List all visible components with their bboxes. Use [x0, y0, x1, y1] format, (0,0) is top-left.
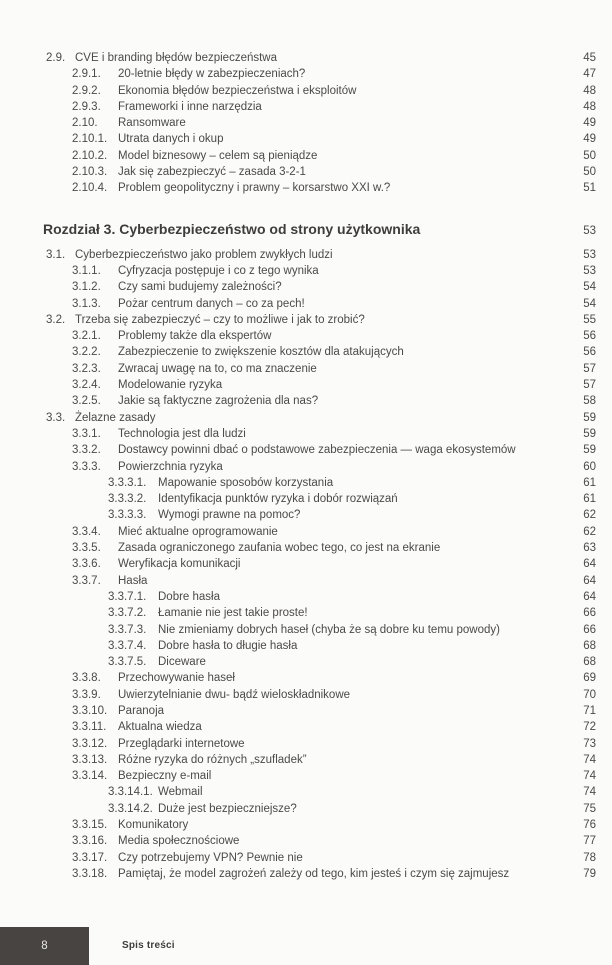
toc-entry — [0, 180, 596, 196]
entry-page: 68 — [583, 656, 596, 669]
entry-number: 3.3.3.1. — [108, 476, 147, 489]
entry-number: 3.3.18. — [72, 867, 108, 880]
entry-page: 74 — [583, 786, 596, 799]
entry-page: 48 — [583, 100, 596, 113]
entry-number: 3.3.8. — [72, 672, 101, 685]
toc-entry — [0, 410, 596, 426]
toc-entry — [0, 263, 596, 279]
toc-entry — [0, 361, 596, 377]
entry-title: Czy potrzebujemy VPN? Pewnie nie — [118, 851, 303, 864]
toc-entry — [0, 703, 596, 719]
entry-title: CVE i branding błędów bezpieczeństwa — [75, 52, 278, 64]
entry-title: Łamanie nie jest takie proste! — [158, 607, 308, 620]
entry-page: 64 — [583, 574, 596, 587]
entry-number: 3.3.17. — [72, 851, 108, 864]
entry-page: 58 — [583, 395, 596, 408]
entry-page: 59 — [583, 444, 596, 457]
chapter-heading-page: 53 — [583, 224, 596, 237]
entry-title: Diceware — [158, 656, 206, 669]
entry-page: 70 — [583, 688, 596, 701]
toc-entry — [0, 344, 596, 360]
entry-title: Zwracaj uwagę na to, co ma znaczenie — [118, 362, 317, 375]
entry-page: 50 — [583, 149, 596, 162]
toc-section-chapter2 — [0, 50, 596, 197]
entry-page: 59 — [583, 411, 596, 424]
entry-number: 3.3.2. — [72, 444, 101, 457]
entry-title: Dobre hasła to długie hasła — [158, 639, 298, 652]
toc-entry — [0, 296, 596, 312]
entry-title: Komunikatory — [118, 819, 189, 832]
entry-page: 79 — [583, 867, 596, 880]
entry-title: Media społecznościowe — [118, 835, 240, 848]
entry-title: Żelazne zasady — [75, 411, 156, 424]
toc-entry — [0, 670, 596, 686]
entry-page: 74 — [583, 753, 596, 766]
entry-number: 2.10.2. — [72, 149, 108, 162]
entry-page: 61 — [583, 476, 596, 489]
entry-title: Webmail — [158, 786, 203, 799]
toc-entry — [0, 768, 596, 784]
entry-title: Cyberbezpieczeństwo jako problem zwykłych ludzi — [75, 248, 333, 261]
toc-section-chapter3 — [0, 247, 596, 883]
entry-page: 78 — [583, 851, 596, 864]
folio-box — [0, 927, 89, 965]
entry-number: 3.3.3.3. — [108, 509, 147, 522]
entry-page: 73 — [583, 737, 596, 750]
toc-entry — [0, 131, 596, 147]
entry-title: Utrata danych i okup — [118, 133, 224, 146]
entry-page: 61 — [583, 493, 596, 506]
toc-entry — [0, 148, 596, 164]
entry-number: 3.3.14. — [72, 770, 108, 783]
toc-entry — [0, 719, 596, 735]
entry-number: 3.3.13. — [72, 753, 108, 766]
toc-entry — [0, 556, 596, 572]
entry-title: Nie zmieniamy dobrych haseł (chyba że są dobre ku temu powody) — [158, 623, 500, 636]
toc-entry — [0, 752, 596, 768]
toc-entry — [0, 784, 596, 800]
entry-number: 3.3.14.2. — [108, 802, 153, 815]
entry-number: 3.3.12. — [72, 737, 108, 750]
entry-number: 3.3.7. — [72, 574, 101, 587]
entry-number: 3.1. — [46, 248, 66, 261]
entry-page: 64 — [583, 590, 596, 603]
toc-entry — [0, 638, 596, 654]
entry-page: 62 — [583, 509, 596, 522]
toc-entry — [0, 491, 596, 507]
entry-page: 72 — [583, 721, 596, 734]
entry-number: 3.3.10. — [72, 704, 108, 717]
entry-number: 3.3.14.1. — [108, 786, 153, 799]
entry-page: 47 — [583, 68, 596, 81]
entry-number: 2.10. — [72, 117, 98, 130]
entry-page: 69 — [583, 672, 596, 685]
entry-number: 3.3.7.3. — [108, 623, 147, 636]
entry-title: Cyfryzacja postępuje i co z tego wynika — [118, 264, 319, 277]
toc-entry — [0, 279, 596, 295]
toc-entry — [0, 312, 596, 328]
entry-title: Problemy także dla ekspertów — [118, 330, 272, 343]
toc-entry — [0, 459, 596, 475]
entry-page: 75 — [583, 802, 596, 815]
toc-entry — [0, 507, 596, 523]
toc-entry — [0, 736, 596, 752]
toc-entry — [0, 622, 596, 638]
entry-number: 3.2. — [46, 313, 66, 326]
entry-title: 20-letnie błędy w zabezpieczeniach? — [118, 68, 306, 81]
entry-title: Paranoja — [118, 704, 165, 717]
toc-entry — [0, 83, 596, 99]
entry-number: 3.3. — [46, 411, 66, 424]
entry-number: 3.2.2. — [72, 346, 101, 359]
entry-title: Uwierzytelnianie dwu- bądź wieloskładnikowe — [118, 688, 351, 701]
toc-entry — [0, 247, 596, 263]
entry-page: 66 — [583, 623, 596, 636]
entry-number: 2.10.1. — [72, 133, 108, 146]
entry-number: 3.3.15. — [72, 819, 108, 832]
entry-page: 77 — [583, 835, 596, 848]
toc-entry — [0, 866, 596, 882]
entry-page: 56 — [583, 330, 596, 343]
entry-page: 51 — [583, 182, 596, 195]
chapter-heading-title: Rozdział 3. Cyberbezpieczeństwo od strony użytkownika — [43, 220, 421, 237]
entry-page: 45 — [583, 52, 596, 64]
entry-title: Różne ryzyka do różnych „szufladek” — [118, 753, 307, 766]
toc-entry — [0, 164, 596, 180]
entry-number: 2.9.2. — [72, 84, 101, 97]
entry-number: 3.3.9. — [72, 688, 101, 701]
entry-title: Duże jest bezpieczniejsze? — [158, 802, 297, 815]
toc-entry — [0, 50, 596, 66]
entry-number: 3.2.3. — [72, 362, 101, 375]
entry-title: Jakie są faktyczne zagrożenia dla nas? — [118, 395, 319, 408]
entry-number: 3.1.1. — [72, 264, 101, 277]
entry-number: 3.1.3. — [72, 297, 101, 310]
toc-entry — [0, 475, 596, 491]
entry-number: 3.3.7.4. — [108, 639, 147, 652]
footer-label: Spis treści — [122, 940, 175, 951]
entry-page: 68 — [583, 639, 596, 652]
entry-number: 2.9.3. — [72, 100, 101, 113]
entry-title: Modelowanie ryzyka — [118, 379, 223, 392]
entry-number: 3.2.5. — [72, 395, 101, 408]
entry-number: 3.3.7.5. — [108, 656, 147, 669]
entry-title: Zabezpieczenie to zwiększenie kosztów dla atakujących — [118, 346, 404, 359]
entry-title: Dostawcy powinni dbać o podstawowe zabezpieczenia — waga ekosystemów — [118, 444, 516, 457]
entry-title: Zasada ograniczonego zaufania wobec tego, co jest na ekranie — [118, 542, 441, 555]
entry-number: 3.3.1. — [72, 427, 101, 440]
entry-page: 71 — [583, 704, 596, 717]
entry-page: 62 — [583, 525, 596, 538]
entry-title: Frameworki i inne narzędzia — [118, 100, 262, 113]
entry-page: 60 — [583, 460, 596, 473]
entry-title: Bezpieczny e-mail — [118, 770, 212, 783]
entry-title: Przeglądarki internetowe — [118, 737, 245, 750]
entry-page: 64 — [583, 558, 596, 571]
entry-number: 3.3.7.1. — [108, 590, 147, 603]
entry-title: Identyfikacja punktów ryzyka i dobór rozwiązań — [158, 493, 398, 506]
entry-number: 3.3.5. — [72, 542, 101, 555]
entry-title: Pożar centrum danych – co za pech! — [118, 297, 305, 310]
entry-number: 3.2.4. — [72, 379, 101, 392]
toc-entry — [0, 605, 596, 621]
folio-number: 8 — [41, 940, 48, 952]
entry-number: 2.9.1. — [72, 68, 101, 81]
entry-number: 2.9. — [46, 52, 66, 64]
toc-entry — [0, 524, 596, 540]
toc-entry — [0, 393, 596, 409]
toc-entry — [0, 442, 596, 458]
entry-page: 53 — [583, 264, 596, 277]
entry-page: 76 — [583, 819, 596, 832]
entry-page: 54 — [583, 281, 596, 294]
entry-number: 3.3.3.2. — [108, 493, 147, 506]
entry-title: Model biznesowy – celem są pieniądze — [118, 149, 318, 162]
toc-entry — [0, 328, 596, 344]
entry-title: Dobre hasła — [158, 590, 221, 603]
toc-entry — [0, 540, 596, 556]
toc-entry — [0, 817, 596, 833]
entry-title: Technologia jest dla ludzi — [118, 427, 246, 440]
entry-title: Czy sami budujemy zależności? — [118, 281, 282, 294]
entry-page: 49 — [583, 133, 596, 146]
entry-title: Mapowanie sposobów korzystania — [158, 476, 334, 489]
entry-number: 3.3.7.2. — [108, 607, 147, 620]
entry-title: Hasła — [118, 574, 148, 587]
toc-entry — [0, 801, 596, 817]
entry-page: 55 — [583, 313, 596, 326]
toc-entry — [0, 426, 596, 442]
entry-title: Trzeba się zabezpieczyć – czy to możliwe i jak to zrobić? — [75, 313, 365, 326]
entry-title: Pamiętaj, że model zagrożeń zależy od tego, kim jesteś i czym się zajmujesz — [118, 867, 510, 880]
toc-entry — [0, 687, 596, 703]
chapter-heading — [0, 220, 596, 240]
entry-title: Aktualna wiedza — [118, 721, 202, 734]
entry-page: 50 — [583, 166, 596, 179]
entry-number: 3.2.1. — [72, 330, 101, 343]
toc-entry — [0, 654, 596, 670]
entry-number: 3.1.2. — [72, 281, 101, 294]
entry-number: 3.3.6. — [72, 558, 101, 571]
toc-entry — [0, 589, 596, 605]
entry-page: 57 — [583, 362, 596, 375]
toc-entry — [0, 833, 596, 849]
entry-page: 56 — [583, 346, 596, 359]
entry-number: 2.10.4. — [72, 182, 108, 195]
entry-title: Przechowywanie haseł — [118, 672, 235, 685]
entry-title: Weryfikacja komunikacji — [118, 558, 241, 571]
entry-title: Ransomware — [118, 117, 186, 130]
entry-number: 2.10.3. — [72, 166, 108, 179]
toc-entry — [0, 573, 596, 589]
entry-page: 66 — [583, 607, 596, 620]
entry-page: 53 — [583, 248, 596, 261]
entry-title: Problem geopolityczny i prawny – korsarstwo XXI w.? — [118, 182, 391, 195]
toc-entry — [0, 115, 596, 131]
entry-number: 3.3.11. — [72, 721, 107, 734]
toc-entry — [0, 850, 596, 866]
entry-title: Powierzchnia ryzyka — [118, 460, 223, 473]
entry-number: 3.3.3. — [72, 460, 101, 473]
entry-page: 57 — [583, 379, 596, 392]
toc-entry — [0, 377, 596, 393]
toc-entry — [0, 66, 596, 82]
entry-page: 59 — [583, 427, 596, 440]
entry-title: Wymogi prawne na pomoc? — [158, 509, 301, 522]
entry-page: 74 — [583, 770, 596, 783]
entry-page: 63 — [583, 542, 596, 555]
entry-page: 49 — [583, 117, 596, 130]
entry-page: 48 — [583, 84, 596, 97]
entry-title: Jak się zabezpieczyć – zasada 3-2-1 — [118, 166, 306, 179]
entry-title: Ekonomia błędów bezpieczeństwa i eksploitów — [118, 84, 357, 97]
entry-title: Mieć aktualne oprogramowanie — [118, 525, 278, 538]
entry-number: 3.3.4. — [72, 525, 101, 538]
toc-entry — [0, 99, 596, 115]
entry-page: 54 — [583, 297, 596, 310]
entry-number: 3.3.16. — [72, 835, 108, 848]
